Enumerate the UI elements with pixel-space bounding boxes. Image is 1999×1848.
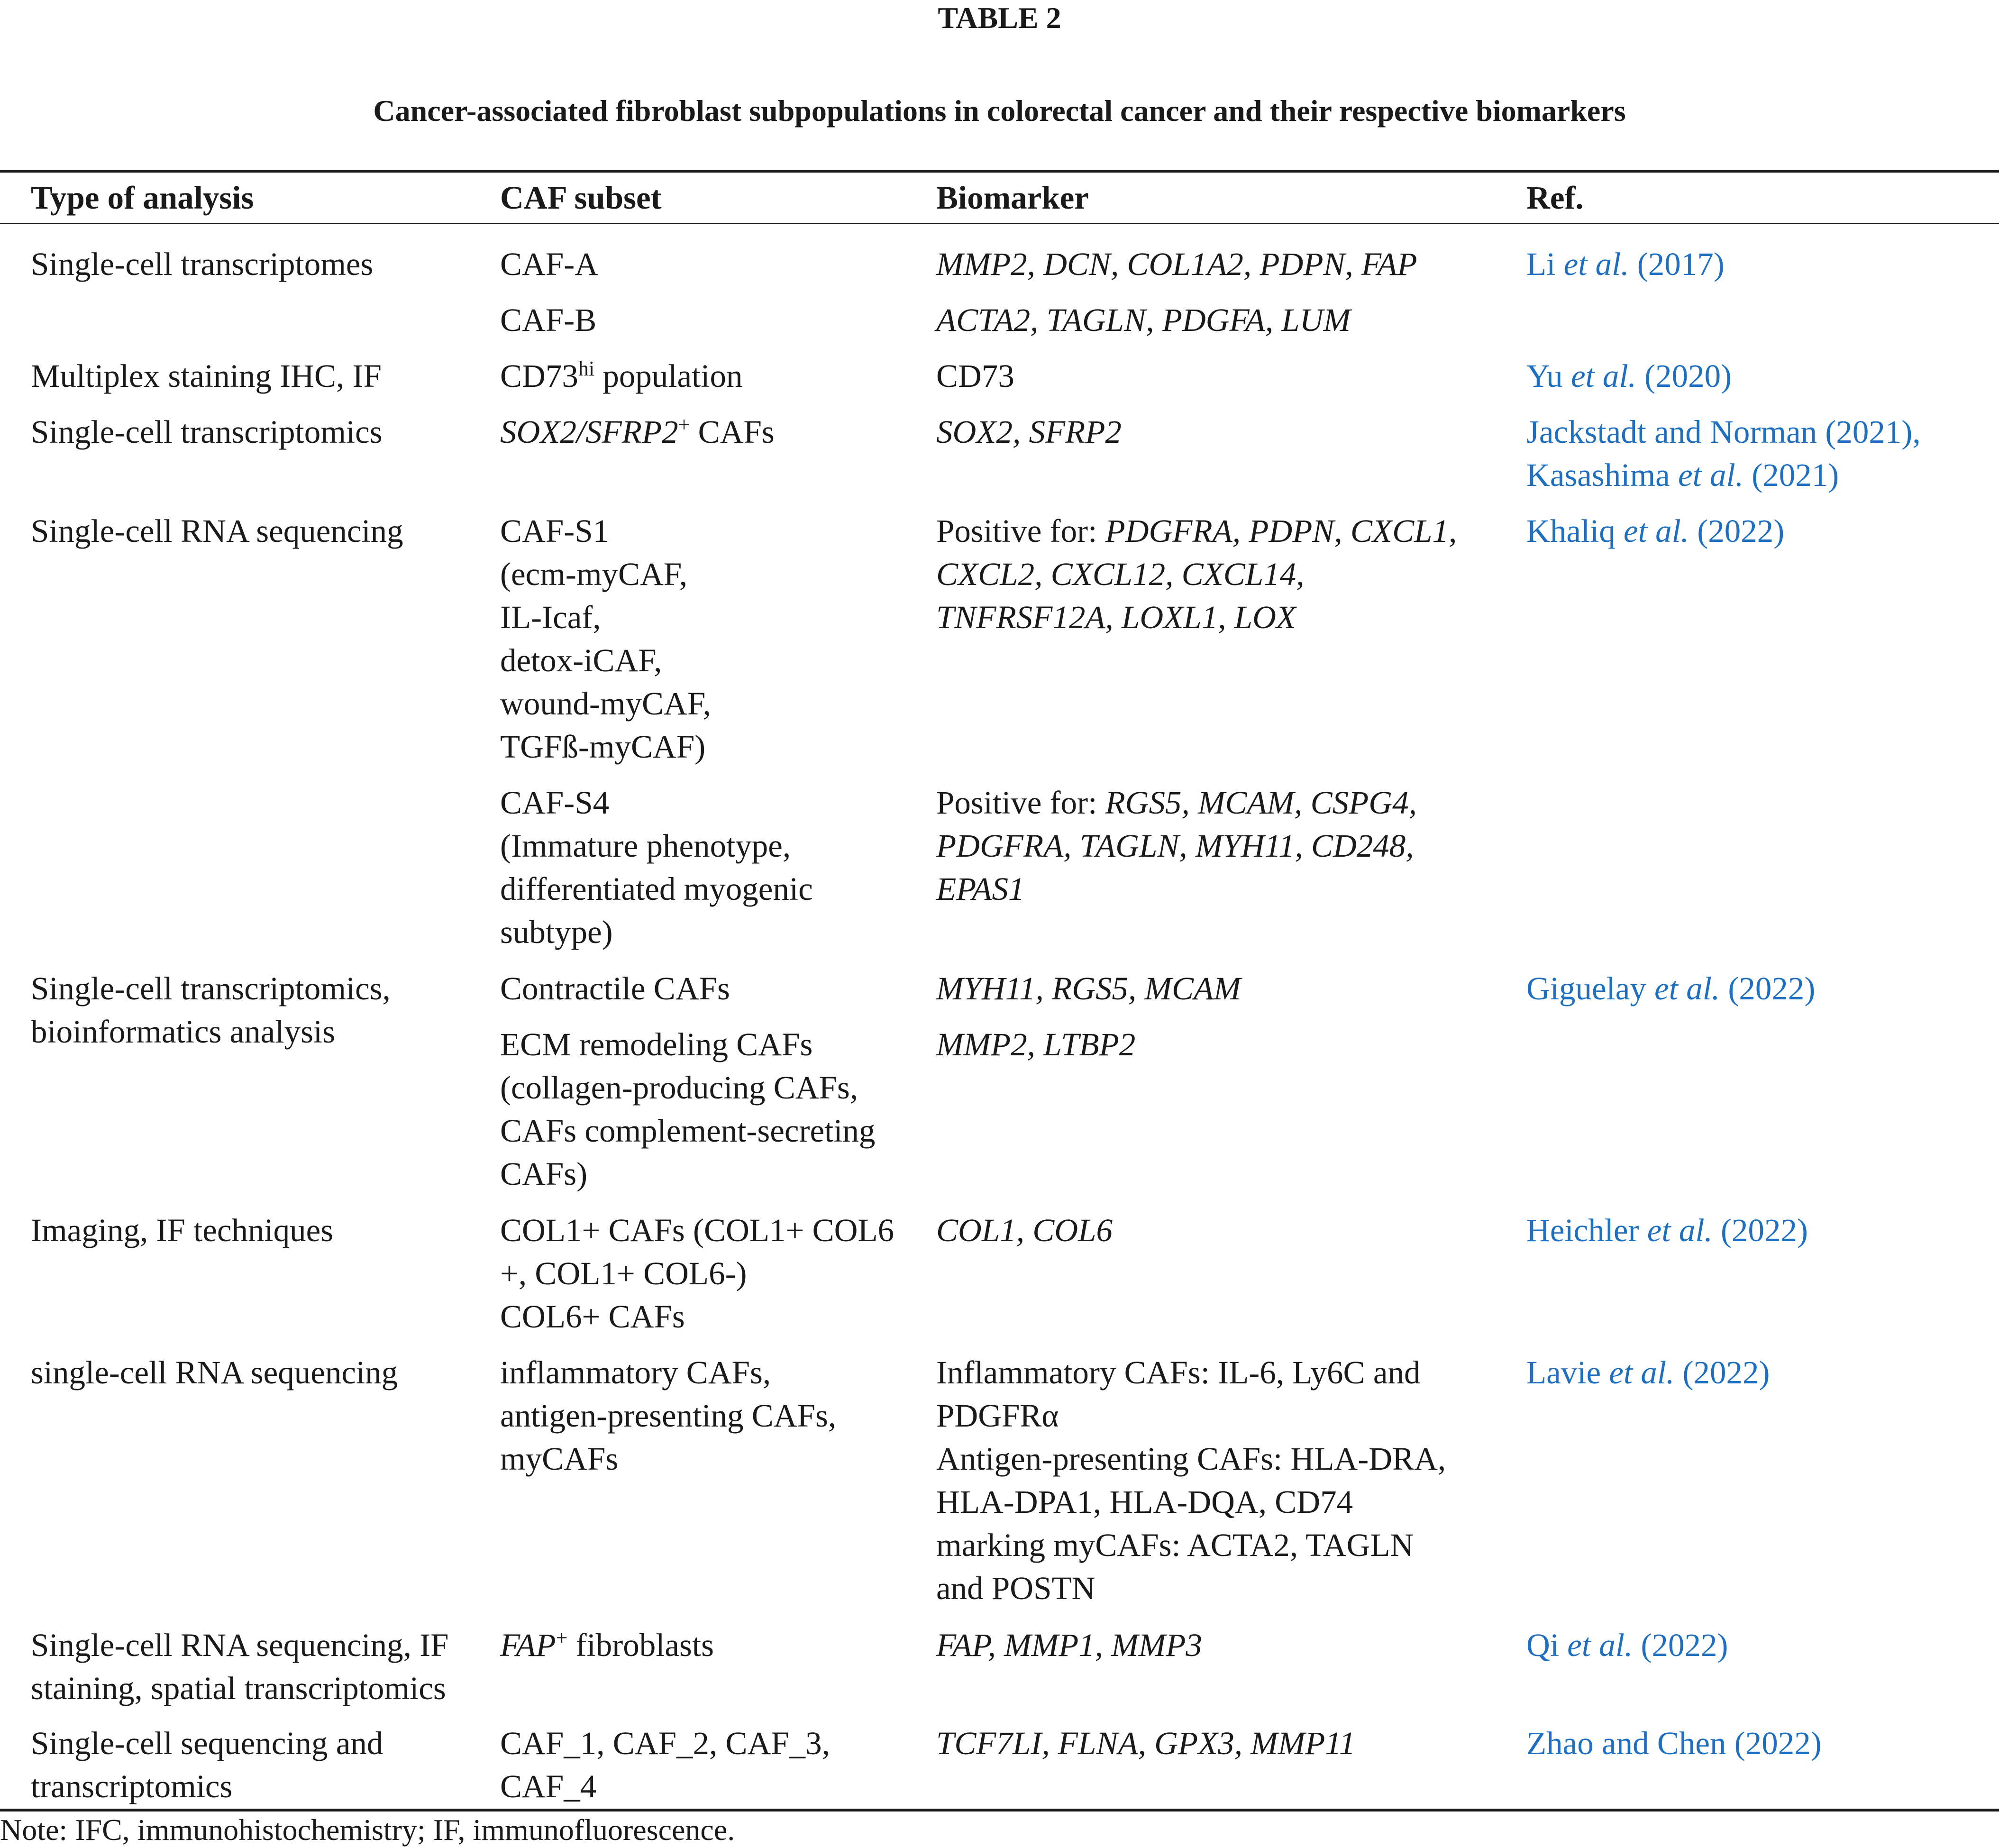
row-10-analysis: Single-cell RNA sequencing, IF staining, spatial transcriptomics	[31, 1627, 449, 1706]
row-4-analysis: Single-cell RNA sequencing	[31, 513, 403, 549]
header-caf-subset: CAF subset	[500, 180, 662, 216]
row-9-ref[interactable]: Lavie et al. (2022)	[1526, 1354, 1770, 1391]
header-rule	[0, 223, 1999, 224]
row-2-analysis: Multiplex staining IHC, IF	[31, 358, 382, 394]
row-4-biomarker: Positive for: PDGFRA, PDPN, CXCL1, CXCL2, CXCL12, CXCL14, TNFRSF12A, LOXL1, LOX	[936, 513, 1457, 635]
row-11-analysis: Single-cell sequencing and transcriptomics	[31, 1725, 383, 1804]
row-6-biomarker: MYH11, RGS5, MCAM	[936, 970, 1241, 1006]
table-label: TABLE 2	[938, 1, 1061, 35]
row-7-biomarker: MMP2, LTBP2	[936, 1026, 1136, 1062]
row-3-subset: SOX2/SFRP2+ CAFs	[500, 413, 775, 450]
row-1-subset: CAF-B	[500, 302, 597, 338]
row-10-ref[interactable]: Qi et al. (2022)	[1526, 1627, 1728, 1663]
top-rule	[0, 170, 1999, 173]
bottom-rule	[0, 1809, 1999, 1811]
row-6-ref[interactable]: Giguelay et al. (2022)	[1526, 970, 1816, 1006]
row-7-subset: ECM remodeling CAFs (collagen-producing CAFs, CAFs complement-secreting CAFs)	[500, 1026, 876, 1192]
row-9-biomarker: Inflammatory CAFs: IL-6, Ly6C and PDGFRα Antigen-presenting CAFs: HLA-DRA, HLA-DPA1, HLA-DQA, CD74 marking myCAFs: ACTA2, TAGLN and POSTN	[936, 1354, 1446, 1606]
row-3-biomarker: SOX2, SFRP2	[936, 414, 1122, 450]
header-ref: Ref.	[1526, 180, 1584, 216]
row-9-subset: inflammatory CAFs, antigen-presenting CAFs, myCAFs	[500, 1354, 837, 1477]
row-2-subset: $CD73^{hi}$ population	[500, 357, 743, 394]
row-1-biomarker: ACTA2, TAGLN, PDGFA, LUM	[936, 302, 1351, 338]
row-11-biomarker: TCF7LI, FLNA, GPX3, MMP11	[936, 1725, 1356, 1761]
header-type-of-analysis: Type of analysis	[31, 180, 254, 216]
row-6-analysis: Single-cell transcriptomics, bioinformatics analysis	[31, 970, 391, 1050]
header-biomarker: Biomarker	[936, 180, 1089, 216]
row-3-ref[interactable]: Jackstadt and Norman (2021), Kasashima et al. (2021)	[1526, 414, 1921, 493]
row-10-biomarker: FAP, MMP1, MMP3	[936, 1627, 1202, 1663]
table-caption: Cancer-associated fibroblast subpopulations in colorectal cancer and their respective biomarkers	[373, 94, 1626, 128]
row-11-ref[interactable]: Zhao and Chen (2022)	[1526, 1725, 1822, 1761]
row-8-ref[interactable]: Heichler et al. (2022)	[1526, 1212, 1808, 1248]
row-10-subset: FAP+ fibroblasts	[500, 1626, 714, 1663]
row-8-analysis: Imaging, IF techniques	[31, 1212, 334, 1248]
row-2-biomarker: CD73	[936, 358, 1014, 394]
row-8-subset: COL1+ CAFs (COL1+ COL6 +, COL1+ COL6-) COL6+ CAFs	[500, 1212, 895, 1335]
row-8-biomarker: COL1, COL6	[936, 1212, 1113, 1248]
row-4-subset: CAF-S1 (ecm-myCAF, IL-Icaf, detox-iCAF, wound-myCAF, TGFß-myCAF)	[500, 513, 711, 765]
row-9-analysis: single-cell RNA sequencing	[31, 1354, 398, 1391]
row-5-biomarker: Positive for: RGS5, MCAM, CSPG4, PDGFRA, TAGLN, MYH11, CD248, EPAS1	[936, 785, 1417, 907]
row-0-biomarker: MMP2, DCN, COL1A2, PDPN, FAP	[936, 246, 1417, 282]
row-2-ref[interactable]: Yu et al. (2020)	[1526, 358, 1732, 394]
row-3-analysis: Single-cell transcriptomics	[31, 414, 383, 450]
row-0-ref[interactable]: Li et al. (2017)	[1526, 246, 1725, 282]
row-6-subset: Contractile CAFs	[500, 970, 730, 1006]
row-0-analysis: Single-cell transcriptomes	[31, 246, 374, 282]
row-4-ref[interactable]: Khaliq et al. (2022)	[1526, 513, 1785, 549]
table-note: Note: IFC, immunohistochemistry; IF, immunofluorescence.	[0, 1813, 735, 1847]
row-5-subset: CAF-S4 (Immature phenotype, differentiated myogenic subtype)	[500, 785, 813, 950]
row-0-subset: CAF-A	[500, 246, 599, 282]
row-11-subset: CAF_1, CAF_2, CAF_3, CAF_4	[500, 1725, 830, 1804]
